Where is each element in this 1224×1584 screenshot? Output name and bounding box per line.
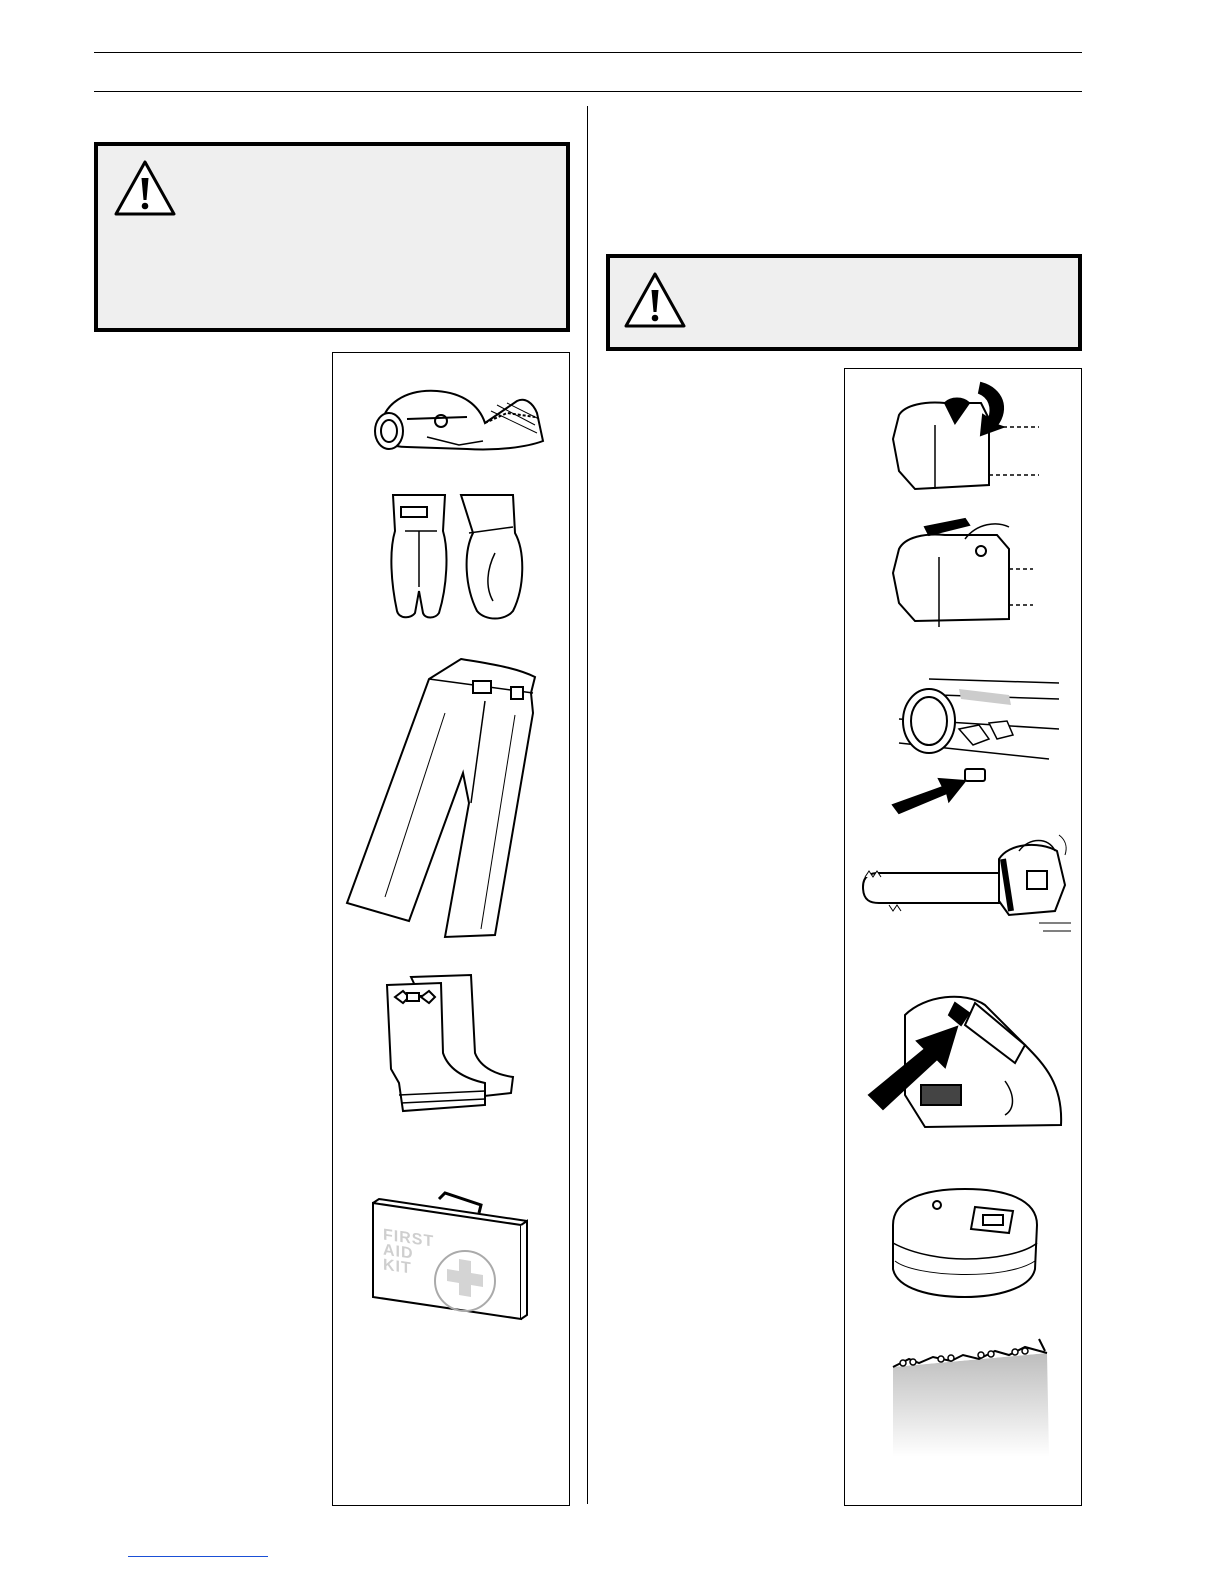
vibration-damping-illustration	[859, 831, 1071, 941]
throttle-lockout-illustration	[865, 985, 1065, 1131]
header-top-rule	[94, 52, 1082, 53]
cutting-chain-illustration	[889, 1337, 1049, 1457]
trousers-illustration	[345, 653, 545, 943]
boots-illustration	[381, 973, 521, 1117]
warning-triangle-icon	[112, 158, 178, 223]
chain-brake-activation-illustration	[885, 379, 1045, 499]
column-divider	[587, 106, 588, 1504]
warning-triangle-icon	[622, 270, 688, 335]
chain-catcher-illustration	[889, 659, 1059, 819]
first-aid-kit-label: FIRST AID KIT	[383, 1226, 435, 1278]
header-bottom-rule	[94, 91, 1082, 92]
chain-brake-released-illustration	[885, 509, 1045, 639]
first-aid-kit-illustration	[369, 1187, 529, 1337]
warning-box-right	[606, 254, 1082, 351]
muffler-illustration	[885, 1181, 1045, 1301]
protective-equipment-figure-frame	[332, 352, 570, 1506]
safety-equipment-figure-frame	[844, 368, 1082, 1506]
footer-link-underline[interactable]	[128, 1556, 268, 1557]
warning-box-left	[94, 142, 570, 332]
helmet-illustration	[367, 383, 547, 457]
gloves-illustration	[387, 491, 537, 621]
